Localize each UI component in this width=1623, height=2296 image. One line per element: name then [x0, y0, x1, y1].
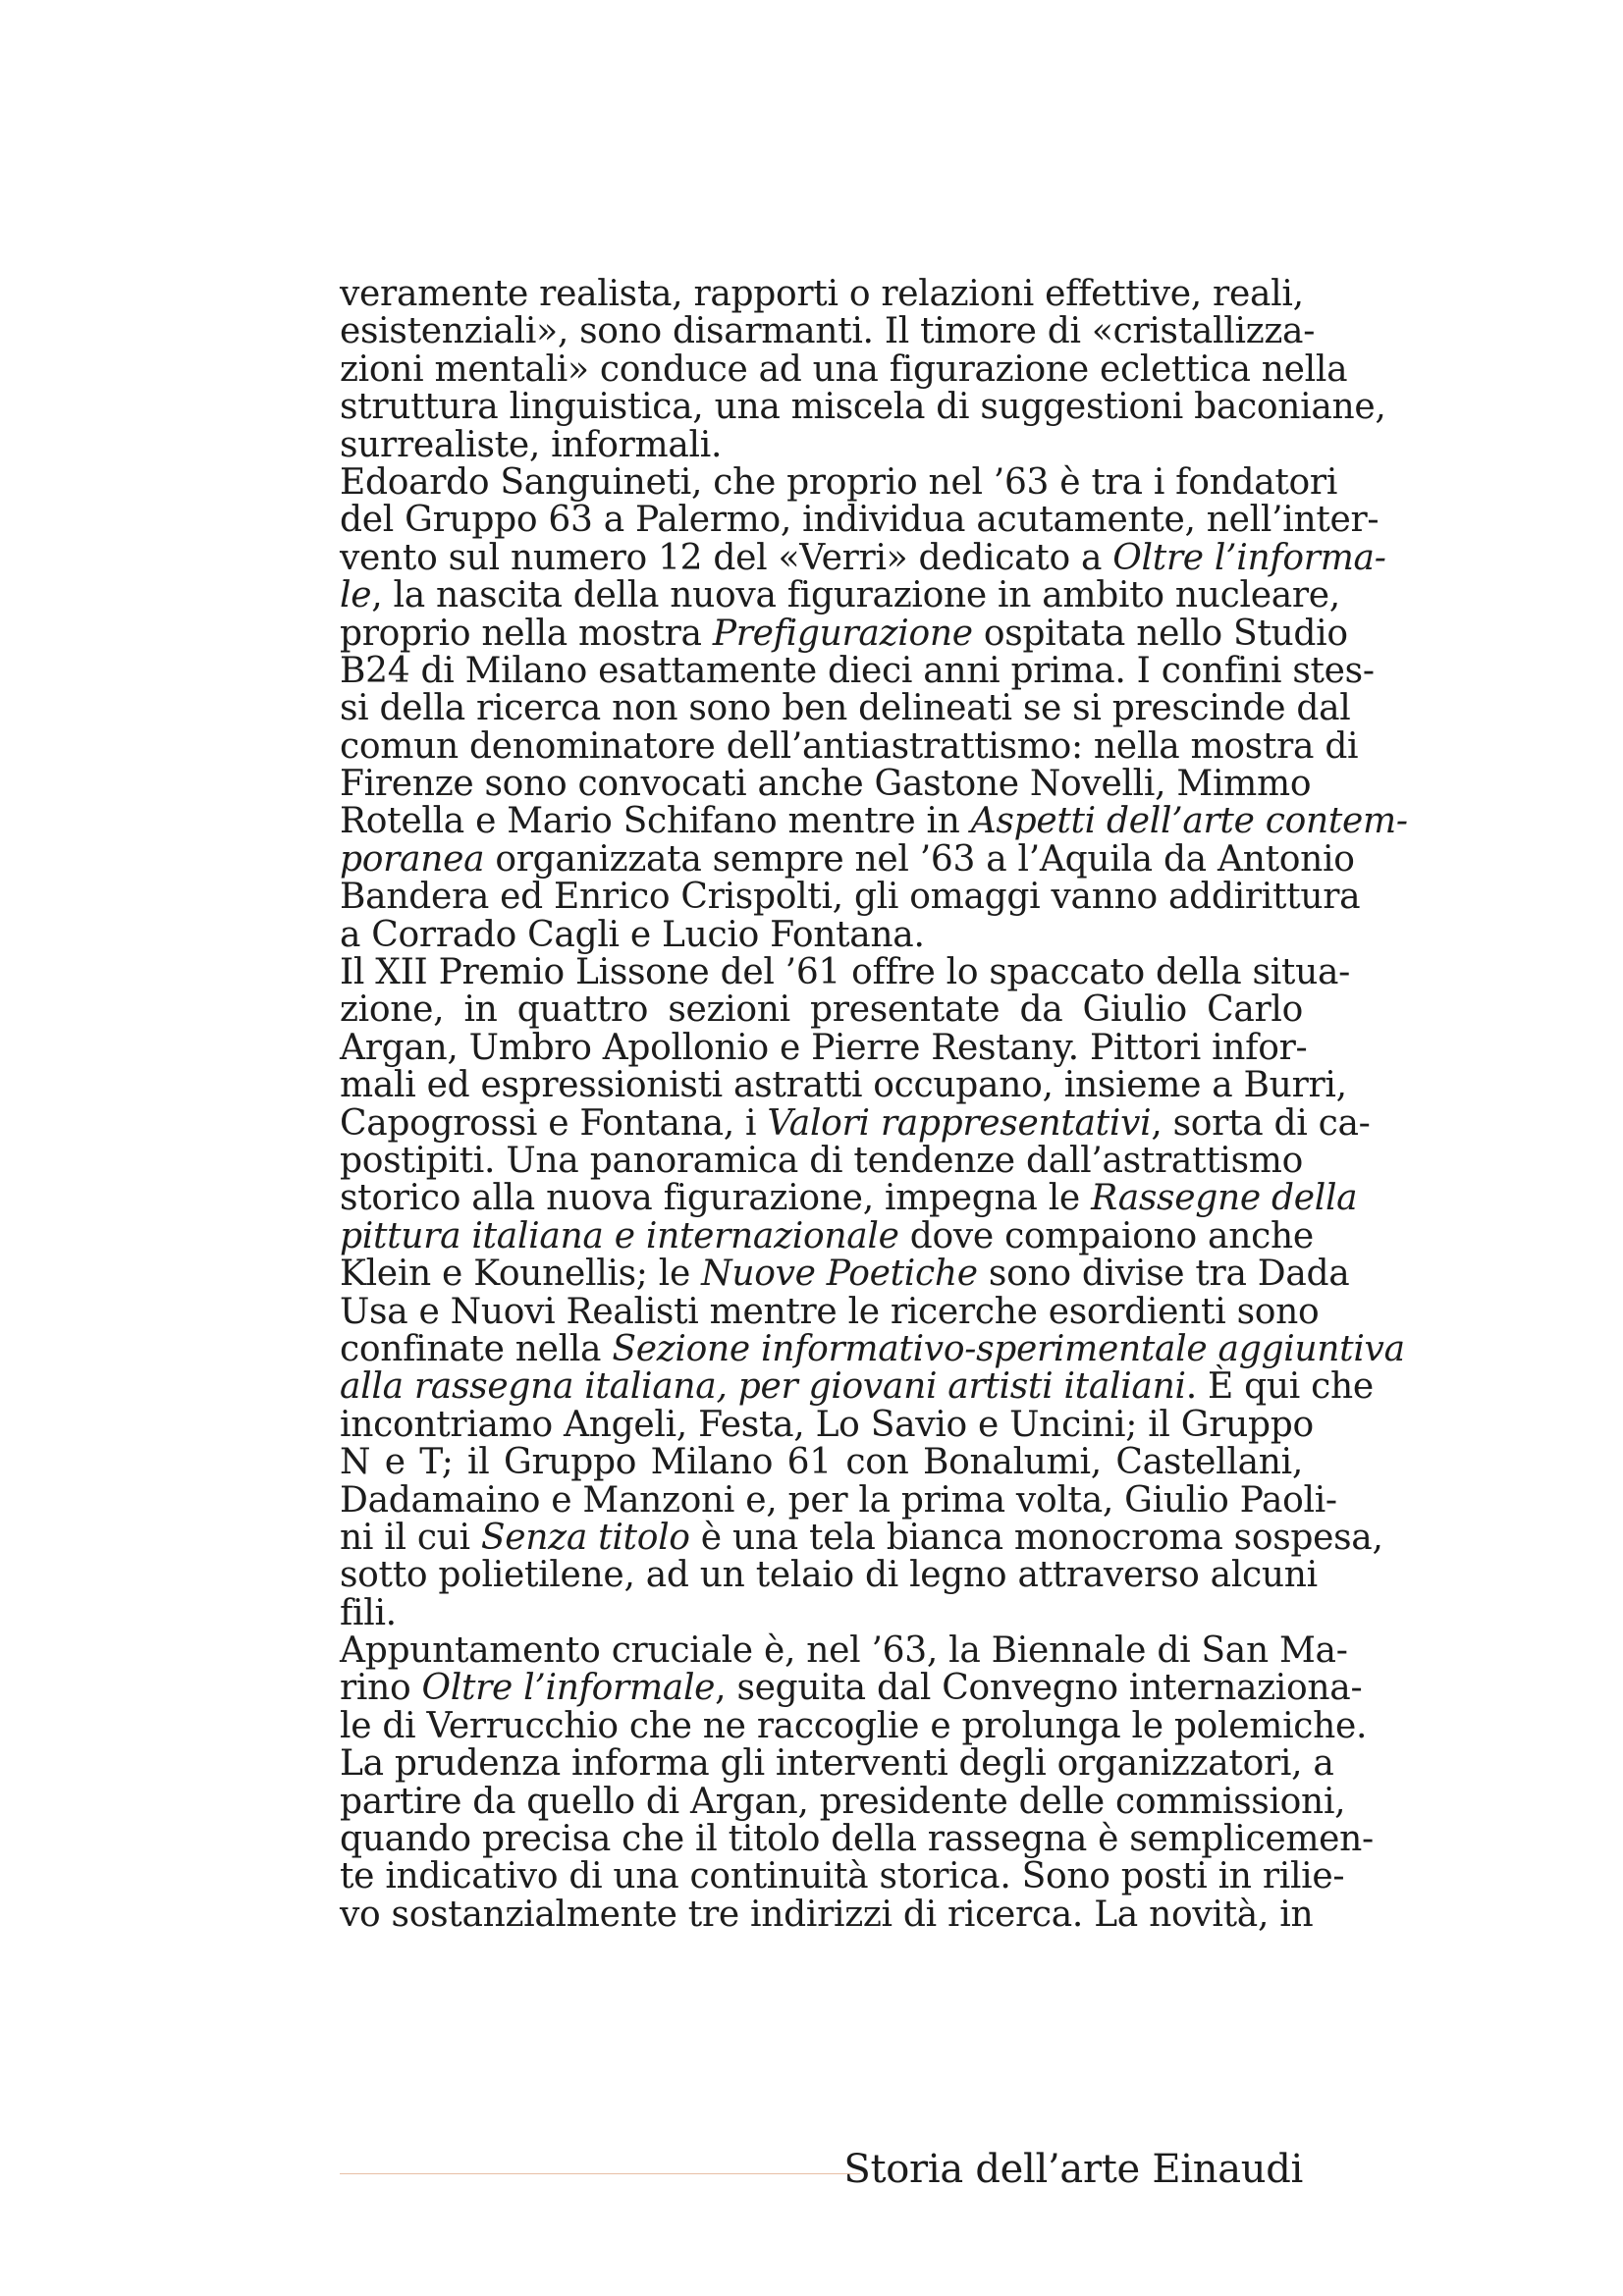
- italic-title-text: Sezione informativo-sperimentale aggiuntiva: [612, 1328, 1405, 1369]
- text-line: [340, 1404, 1314, 1445]
- text-line: [340, 1027, 1308, 1068]
- text-segment: le di Verrucchio che ne raccoglie e prolunga le polemiche.: [340, 1705, 1368, 1746]
- text-line: [340, 1781, 1346, 1822]
- text-line: [340, 1743, 1334, 1785]
- text-segment: Usa e Nuovi Realisti mentre le ricerche esordienti sono: [340, 1291, 1320, 1332]
- text-line: [340, 1065, 1347, 1106]
- text-line: [340, 650, 1375, 691]
- text-segment: rino: [340, 1668, 422, 1709]
- text-line: [340, 991, 1303, 1029]
- text-line: [340, 1592, 1303, 1633]
- text-segment: storico alla nuova figurazione, impegna le: [340, 1178, 1092, 1219]
- text-line: [340, 725, 1359, 767]
- text-segment: Capogrossi e Fontana, i: [340, 1102, 768, 1144]
- text-segment: B24 di Milano esattamente dieci anni prima. I confini stes-: [340, 650, 1375, 691]
- italic-title-text: poranea: [340, 838, 485, 880]
- text-line: [340, 1705, 1368, 1746]
- text-segment: zioni mentali» conduce ad una figurazione eclettica nella: [340, 348, 1348, 390]
- text-segment: Edoardo Sanguineti, che proprio nel ’63 è tra i fondatori: [340, 461, 1338, 503]
- text-segment: a Corrado Cagli e Lucio Fontana.: [340, 914, 925, 955]
- italic-title-text: Rassegne della: [1091, 1178, 1358, 1219]
- text-segment: sotto polietilene, ad un telaio di legno attraverso alcuni: [340, 1555, 1318, 1596]
- text-segment: Firenze sono convocati anche Gastone Novelli, Mimmo: [340, 764, 1312, 805]
- text-segment: , seguita dal Convegno internaziona-: [715, 1668, 1363, 1709]
- text-line: [340, 1328, 1405, 1369]
- text-line: [340, 1894, 1314, 1935]
- text-line: [340, 387, 1386, 428]
- text-line: [340, 1291, 1320, 1332]
- text-segment: fili.: [340, 1592, 397, 1633]
- text-line: [340, 424, 1303, 465]
- text-segment: zione, in quattro sezioni presentate da Giulio Carlo: [340, 989, 1303, 1031]
- text-line: [340, 311, 1316, 352]
- text-segment: ospitata nello Studio: [972, 613, 1348, 654]
- text-line: [340, 1668, 1363, 1709]
- text-line: [340, 348, 1348, 390]
- footer-title: Storia dell’arte Einaudi: [843, 2147, 1303, 2192]
- text-segment: Dadamaino e Manzoni e, per la prima volta, Giulio Paoli-: [340, 1479, 1337, 1521]
- text-line: [340, 1444, 1303, 1481]
- italic-title-text: Oltre l’informale: [421, 1668, 716, 1709]
- text-line: [340, 613, 1348, 654]
- text-segment: ni il cui: [340, 1517, 481, 1558]
- text-line: [340, 1856, 1345, 1897]
- italic-title-text: Senza titolo: [480, 1517, 690, 1558]
- italic-title-text: Nuove Poetiche: [701, 1254, 978, 1295]
- text-segment: vo sostanzialmente tre indirizzi di ricerca. La novità, in: [340, 1894, 1314, 1935]
- text-segment: proprio nella mostra: [340, 613, 713, 654]
- text-line: [340, 461, 1338, 503]
- italic-title-text: Valori rappresentativi: [767, 1102, 1152, 1144]
- text-line: [340, 1140, 1303, 1181]
- text-segment: La prudenza informa gli interventi degli organizzatori, a: [340, 1743, 1334, 1785]
- text-segment: confinate nella: [340, 1328, 613, 1369]
- text-segment: organizzata sempre nel ’63 a l’Aquila da Antonio: [484, 838, 1355, 880]
- text-segment: esistenziali», sono disarmanti. Il timore di «cristallizza-: [340, 311, 1316, 352]
- text-line: [340, 1215, 1314, 1256]
- text-line: [340, 952, 1350, 993]
- text-line: [340, 1819, 1374, 1860]
- text-segment: veramente realista, rapporti o relazioni effettive, reali,: [340, 274, 1304, 314]
- text-line: [340, 877, 1361, 918]
- text-line: [340, 1366, 1374, 1408]
- text-line: [340, 276, 1303, 313]
- text-line: [340, 914, 1303, 955]
- italic-title-text: Aspetti dell’arte contem-: [970, 801, 1408, 842]
- text-segment: te indicativo di una continuità storica. Sono posti in rilie-: [340, 1856, 1345, 1897]
- text-line: [340, 575, 1340, 616]
- text-segment: , sorta di ca-: [1151, 1102, 1371, 1144]
- text-segment: partire da quello di Argan, presidente delle commissioni,: [340, 1781, 1346, 1822]
- text-line: [340, 1479, 1337, 1521]
- text-line: [340, 500, 1380, 541]
- text-segment: quando precisa che il titolo della rassegna è semplicemen-: [340, 1819, 1374, 1860]
- text-line: [340, 1254, 1350, 1295]
- text-line: [340, 688, 1351, 729]
- text-line: [340, 1555, 1318, 1596]
- footer-rule: [340, 2173, 860, 2174]
- text-line: [340, 1517, 1383, 1558]
- text-line: [340, 801, 1408, 842]
- text-line: [340, 1102, 1371, 1144]
- text-segment: Il XII Premio Lissone del ’61 offre lo spaccato della situa-: [340, 952, 1350, 993]
- text-segment: surrealiste, informali.: [340, 424, 723, 465]
- text-segment: , la nascita della nuova figurazione in ambito nucleare,: [371, 575, 1340, 616]
- text-segment: struttura linguistica, una miscela di suggestioni baconiane,: [340, 387, 1386, 428]
- text-segment: Appuntamento cruciale è, nel ’63, la Biennale di San Ma-: [340, 1630, 1348, 1672]
- text-segment: . È qui che: [1185, 1366, 1374, 1408]
- text-segment: N e T; il Gruppo Milano 61 con Bonalumi, Castellani,: [340, 1442, 1303, 1483]
- italic-title-text: alla rassegna italiana, per giovani artisti italiani: [340, 1366, 1186, 1408]
- italic-title-text: Oltre l’informa-: [1112, 537, 1386, 578]
- text-segment: Argan, Umbro Apollonio e Pierre Restany. Pittori infor-: [340, 1027, 1308, 1068]
- text-line: [340, 1178, 1358, 1219]
- text-segment: si della ricerca non sono ben delineati se si prescinde dal: [340, 688, 1351, 729]
- text-line: [340, 838, 1355, 880]
- italic-title-text: pittura italiana e internazionale: [340, 1215, 899, 1256]
- italic-title-text: Prefigurazione: [712, 613, 973, 654]
- text-segment: vento sul numero 12 del «Verri» dedicato a: [340, 537, 1113, 578]
- text-segment: sono divise tra Dada: [977, 1254, 1350, 1295]
- body-text: [340, 274, 1408, 1935]
- text-line: [340, 1630, 1348, 1672]
- text-segment: comun denominatore dell’antiastrattismo: nella mostra di: [340, 725, 1359, 767]
- text-segment: mali ed espressionisti astratti occupano, insieme a Burri,: [340, 1065, 1347, 1106]
- text-segment: postipiti. Una panoramica di tendenze dall’astrattismo: [340, 1140, 1303, 1181]
- text-segment: Klein e Kounellis; le: [340, 1254, 702, 1295]
- text-line: [340, 764, 1312, 805]
- text-segment: del Gruppo 63 a Palermo, individua acutamente, nell’inter-: [340, 500, 1380, 541]
- text-segment: Bandera ed Enrico Crispolti, gli omaggi vanno addirittura: [340, 877, 1361, 918]
- text-segment: dove compaiono anche: [898, 1215, 1314, 1256]
- italic-title-text: le: [340, 575, 372, 616]
- text-segment: è una tela bianca monocroma sospesa,: [689, 1517, 1383, 1558]
- text-segment: incontriamo Angeli, Festa, Lo Savio e Uncini; il Gruppo: [340, 1404, 1314, 1445]
- text-segment: Rotella e Mario Schifano mentre in: [340, 801, 971, 842]
- text-line: [340, 537, 1386, 578]
